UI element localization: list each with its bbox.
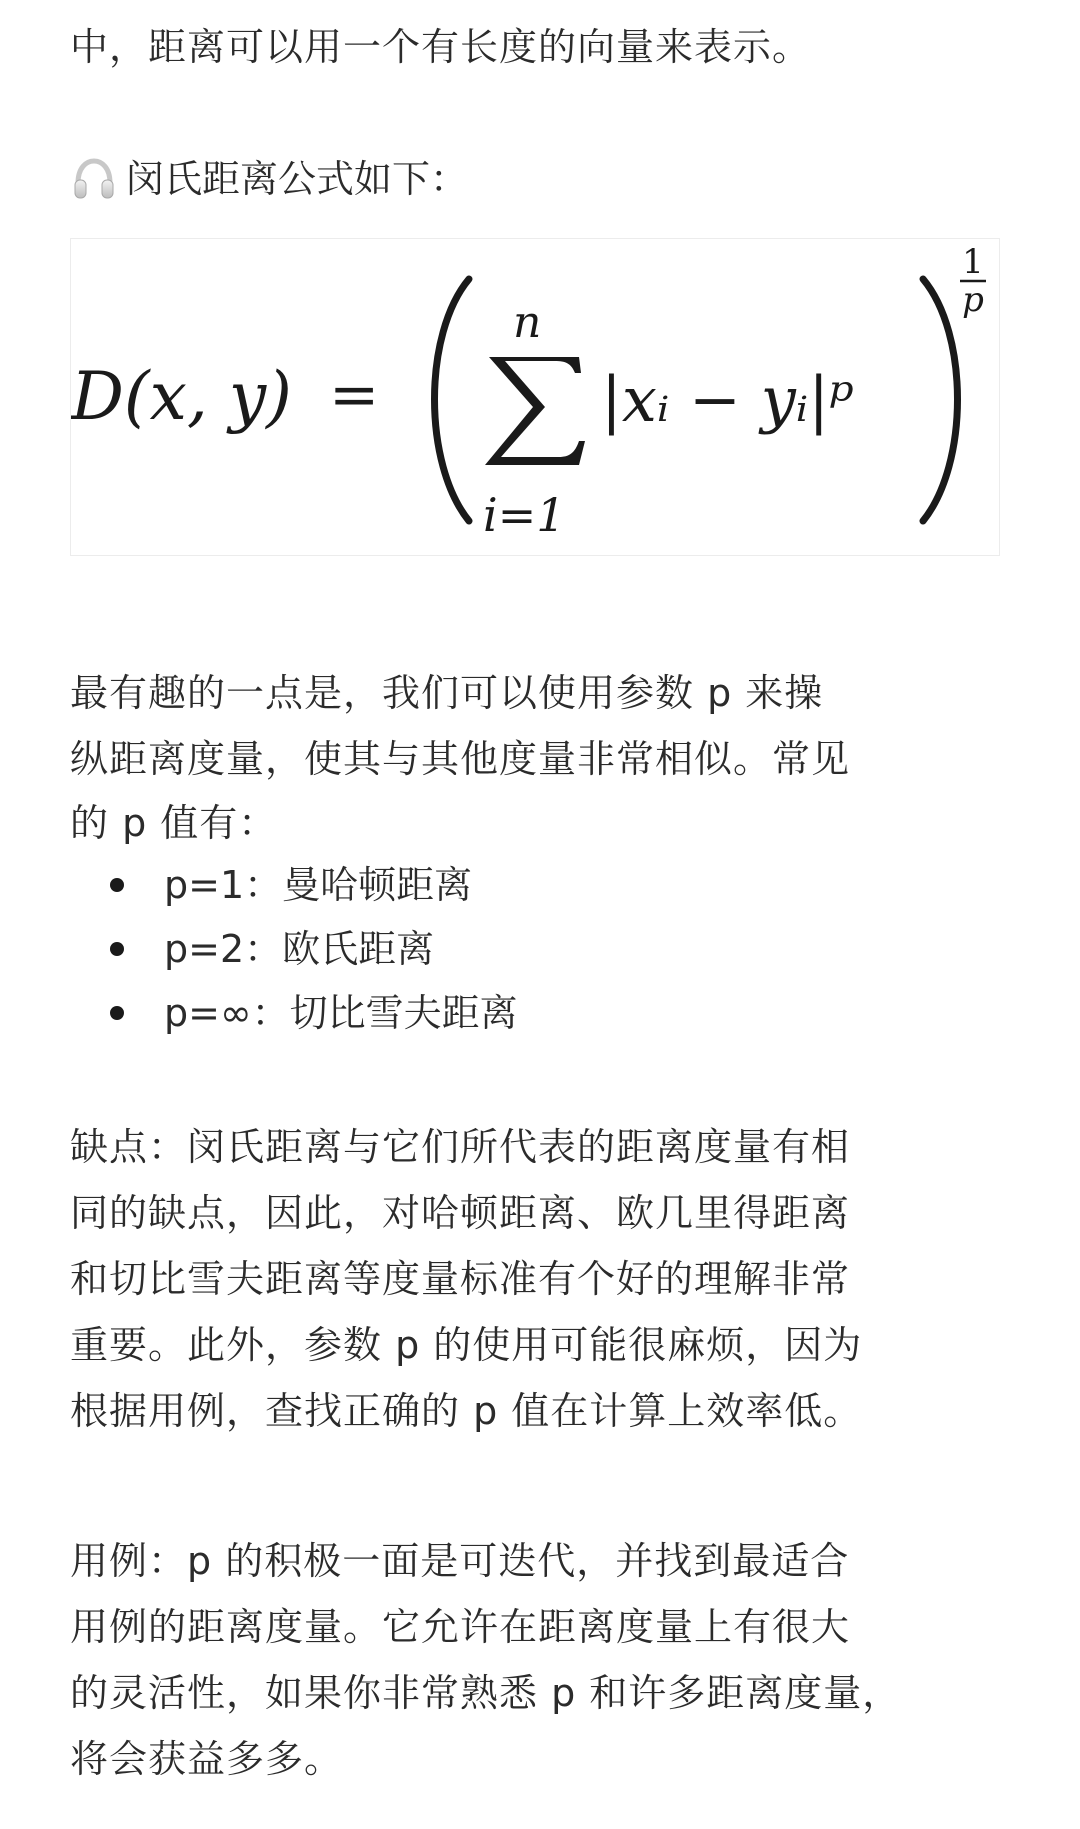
paragraph2-line-1: 缺点：闵氏距离与它们所代表的距离度量有相 — [70, 1125, 851, 1169]
list-item — [110, 856, 472, 914]
bullet-dot — [110, 878, 124, 892]
paragraph1-line-3: 的 p 值有： — [70, 801, 278, 845]
list-item — [110, 920, 434, 978]
paragraph3-line-2: 用例的距离度量。它允许在距离度量上有很大 — [70, 1605, 851, 1649]
sigma-symbol — [485, 357, 585, 465]
paragraph3-line-1: 用例：p 的积极一面是可迭代，并找到最适合 — [70, 1539, 850, 1583]
paragraph3-line-3: 的灵活性，如果你非常熟悉 p 和许多距离度量， — [70, 1671, 902, 1715]
formula-heading-text: 闵氏距离公式如下： — [126, 157, 469, 201]
right-paren — [923, 279, 958, 521]
left-paren — [435, 279, 470, 521]
formula-heading — [70, 150, 468, 208]
list-item-text: p=1：曼哈顿距离 — [164, 863, 473, 907]
list-item — [110, 984, 518, 1042]
formula-image — [70, 238, 1000, 556]
bullet-dot — [110, 942, 124, 956]
headphone-icon — [70, 155, 118, 203]
intro-line: 中，距离可以用一个有长度的向量来表示。 — [70, 25, 812, 69]
formula-summand: |xᵢ − yᵢ|ᵖ — [601, 363, 854, 436]
paragraph1-line-1: 最有趣的一点是，我们可以使用参数 p 来操 — [70, 671, 824, 715]
sum-lower: i=1 — [483, 488, 566, 542]
paragraph2-line-2: 同的缺点，因此，对哈顿距离、欧几里得距离 — [70, 1191, 851, 1235]
list-item-text: p=∞：切比雪夫距离 — [164, 991, 518, 1035]
bullet-dot — [110, 1006, 124, 1020]
exponent-numerator: 1 — [962, 242, 984, 282]
paragraph2-line-3: 和切比雪夫距离等度量标准有个好的理解非常 — [70, 1257, 851, 1301]
list-item-text: p=2：欧氏距离 — [164, 927, 435, 971]
sum-upper: n — [513, 297, 542, 348]
paragraph2-line-5: 根据用例，查找正确的 p 值在计算上效率低。 — [70, 1389, 863, 1433]
exponent-denominator: p — [962, 280, 984, 320]
paragraph3-line-4: 将会获益多多。 — [70, 1737, 344, 1781]
paragraph2-line-4: 重要。此外，参数 p 的使用可能很麻烦，因为 — [70, 1323, 863, 1367]
paragraph1-line-2: 纵距离度量，使其与其他度量非常相似。常见 — [70, 737, 851, 781]
formula-lhs: D(x, y) — [71, 358, 292, 435]
formula-equals: = — [329, 360, 380, 430]
